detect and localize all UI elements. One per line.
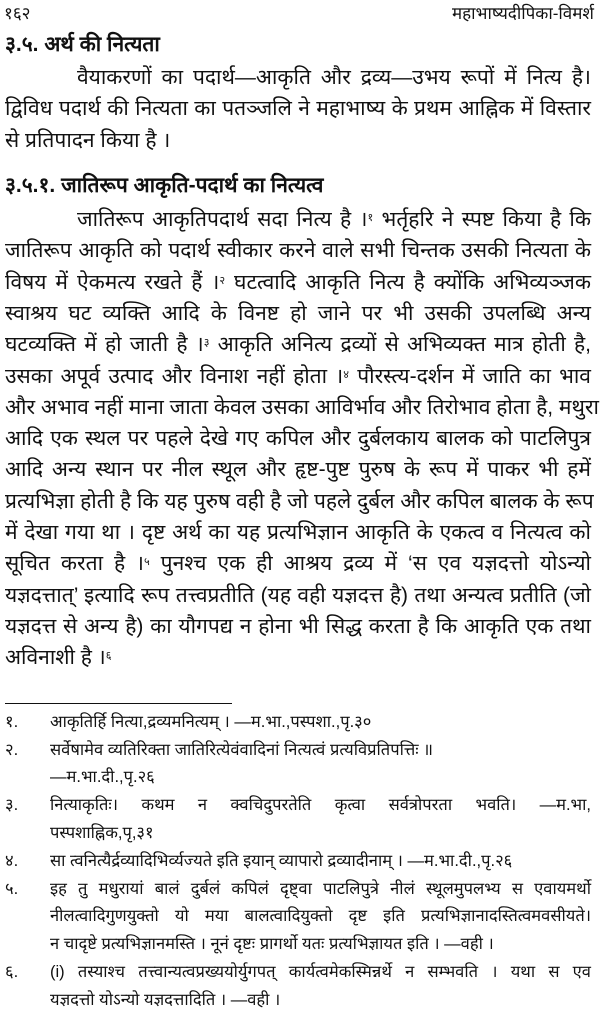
line-text: प्रत्यभिज्ञा होती है कि यह पुरुष वही है जो पहले दुर्बल और कपिल बालक के रूप — [5, 489, 594, 513]
footnote-text: नित्याकृतिः। कथम न क्वचिदुपरतेति कृत्वा सर्वत्रोपरता भवति। —म.भा, — [50, 796, 591, 814]
section-heading-3-5: ३.५. अर्थ की नित्यता — [5, 33, 160, 56]
line-text: घटत्वादि आकृति नित्य है क्योंकि अभिव्यञ्जक — [225, 270, 591, 294]
paragraph-line — [5, 612, 591, 642]
footnote-number: ३. — [5, 796, 19, 814]
line-text: यज्ञदत्त से अन्य है) का यौगपद्य न होना भी सिद्ध करता है कि आकृति एक तथा — [5, 614, 591, 638]
paragraph-line — [5, 236, 591, 266]
footnote-reference[interactable]: २ — [219, 274, 226, 287]
paragraph-line — [5, 487, 594, 517]
footnote-text: (i) तस्याश्च तत्त्वान्यत्वप्रख्ययोर्युगपत् कार्यत्वमेकस्मिन्नर्थे न सम्भवति । यथा स एव — [50, 963, 591, 981]
paragraph-line: द्विविध पदार्थ की नित्यता का पतञ्जलि ने महाभाष्य के प्रथम आह्निक में विस्तार — [5, 97, 591, 120]
footnote-text: सर्वेषामेव व्यतिरिक्ता जातिरित्येवंवादिनां नित्यत्वं प्रत्यविप्रतिपत्तिः ॥ — [50, 741, 434, 759]
line-text: यज्ञदत्तात्’ इत्यादि रूप तत्त्वप्रतीति (यह वही यज्ञदत्त है) तथा अन्यत्व प्रतीति (जो — [5, 583, 591, 607]
footnote-divider — [5, 703, 232, 704]
line-text: पुनश्च एक ही आश्रय द्रव्य में ‘स एव यज्ञदत्तो योऽन्यो — [149, 552, 591, 576]
line-text: घटव्यक्ति में हो जाती है । — [5, 333, 204, 357]
line-text: जातिरूप आकृतिपदार्थ सदा नित्य है । — [77, 208, 368, 231]
book-title: महाभाष्यदीपिका-विमर्श — [451, 4, 594, 23]
footnote-number: ४. — [5, 852, 19, 870]
paragraph-line — [5, 643, 591, 673]
footnote-reference[interactable]: ६ — [105, 650, 112, 663]
footnote-number: १. — [5, 713, 19, 731]
line-text: आदि अन्य स्थान पर नील स्थूल और हृष्ट-पुष्ट पुरुष के रूप में पाकर भी हमें — [5, 458, 591, 482]
paragraph-line — [5, 268, 591, 298]
paragraph-line — [5, 393, 599, 423]
footnote-reference[interactable]: ४ — [343, 368, 349, 381]
footnote-number: २. — [5, 741, 19, 759]
line-text: सूचित करता है । — [5, 552, 144, 576]
footnote-reference[interactable]: ३ — [203, 337, 210, 350]
line-text: पौरस्त्य-दर्शन में जाति का भाव — [349, 364, 591, 388]
footnote-number: ६. — [5, 963, 19, 981]
footnote-text: —म.भा.दी.,पृ.२६ — [50, 768, 155, 786]
line-text: भर्तृहरि ने स्पष्ट किया है कि — [373, 208, 592, 231]
paragraph-line — [5, 362, 591, 392]
footnote-text: यज्ञदत्तो योऽन्यो यज्ञदत्तादिति । —वही । — [50, 991, 281, 1009]
line-text: स्वाश्रय घट व्यक्ति आदि के विनष्ट हो जाने पर भी उसकी उपलब्धि अन्य — [5, 301, 591, 325]
footnote-text: आकृतिर्हि नित्या,द्रव्यमनित्यम् । —म.भा.,पस्पशा.,पृ.३० — [50, 713, 372, 731]
footnote-text: न चादृष्टे प्रत्यभिज्ञानमस्ति । नूनं दृष्टः प्रागर्थो यतः प्रत्यभिज्ञायत इति । —वही । — [50, 935, 494, 953]
footnote-reference[interactable]: १ — [367, 212, 374, 224]
paragraph-line — [5, 424, 591, 454]
footnote-text: पस्पशाह्निक,पृ,३१ — [50, 824, 154, 842]
line-text: आकृति अनित्य द्रव्यों से अभिव्यक्त मात्र होती है, — [209, 333, 591, 357]
line-text: जातिरूप आकृति को पदार्थ स्वीकार करने वाले सभी चिन्तक उसकी नित्यता के — [5, 239, 591, 263]
paragraph-line — [5, 205, 591, 235]
line-text: अविनाशी है । — [5, 646, 106, 670]
section-heading-3-5-1: ३.५.१. जातिरूप आकृति-पदार्थ का नित्यत्व — [5, 174, 324, 197]
paragraph-line — [5, 299, 591, 329]
line-text: उसका अपूर्व उत्पाद और विनाश नहीं होता । — [5, 364, 344, 388]
line-text: में देखा गया था । दृष्ट अर्थ का यह प्रत्यभिज्ञान आकृति के एकत्व व नित्यत्व को — [5, 521, 591, 544]
line-text: आदि एक स्थल पर पहले देखे गए कपिल और दुर्बलकाय बालक को पाटलिपुत्र — [5, 427, 591, 451]
footnote-number: ५. — [5, 880, 19, 898]
footnote-text: नीलत्वादिगुणयुक्तो यो मया बालत्वादियुक्तो दृष्ट इति प्रत्यभिज्ञानादस्तित्वमवसीयते। — [50, 907, 591, 925]
footnote-text: इह तु मधुरायां बालं दुर्बलं कपिलं दृष्ट्वा पाटलिपुत्रे नीलं स्थूलमुपलभ्य स एवायमर्थो — [50, 880, 591, 898]
paragraph-line — [5, 518, 591, 548]
paragraph-line: से प्रतिपादन किया है । — [5, 129, 171, 152]
page-number: १६२ — [4, 4, 31, 23]
footnote-reference[interactable]: ५ — [144, 556, 150, 569]
paragraph-line — [5, 581, 591, 611]
line-text: और अभाव नहीं माना जाता केवल उसका आविर्भाव और तिरोभाव होता है, मथुरा — [5, 395, 599, 419]
paragraph-line — [5, 330, 591, 360]
paragraph-line: वैयाकरणों का पदार्थ—आकृति और द्रव्य—उभय रूपों में नित्य है। — [77, 66, 591, 89]
running-header — [4, 0, 594, 26]
paragraph-line — [5, 549, 591, 579]
footnote-text: सा त्वनित्यैर्द्रव्यादिभिर्व्यज्यते इति इयान् व्यापारो द्रव्यादीनाम् । —म.भा.दी.,पृ.२६ — [50, 852, 513, 870]
paragraph-line — [5, 455, 591, 485]
line-text: विषय में ऐकमत्य रखते हैं । — [5, 270, 220, 294]
